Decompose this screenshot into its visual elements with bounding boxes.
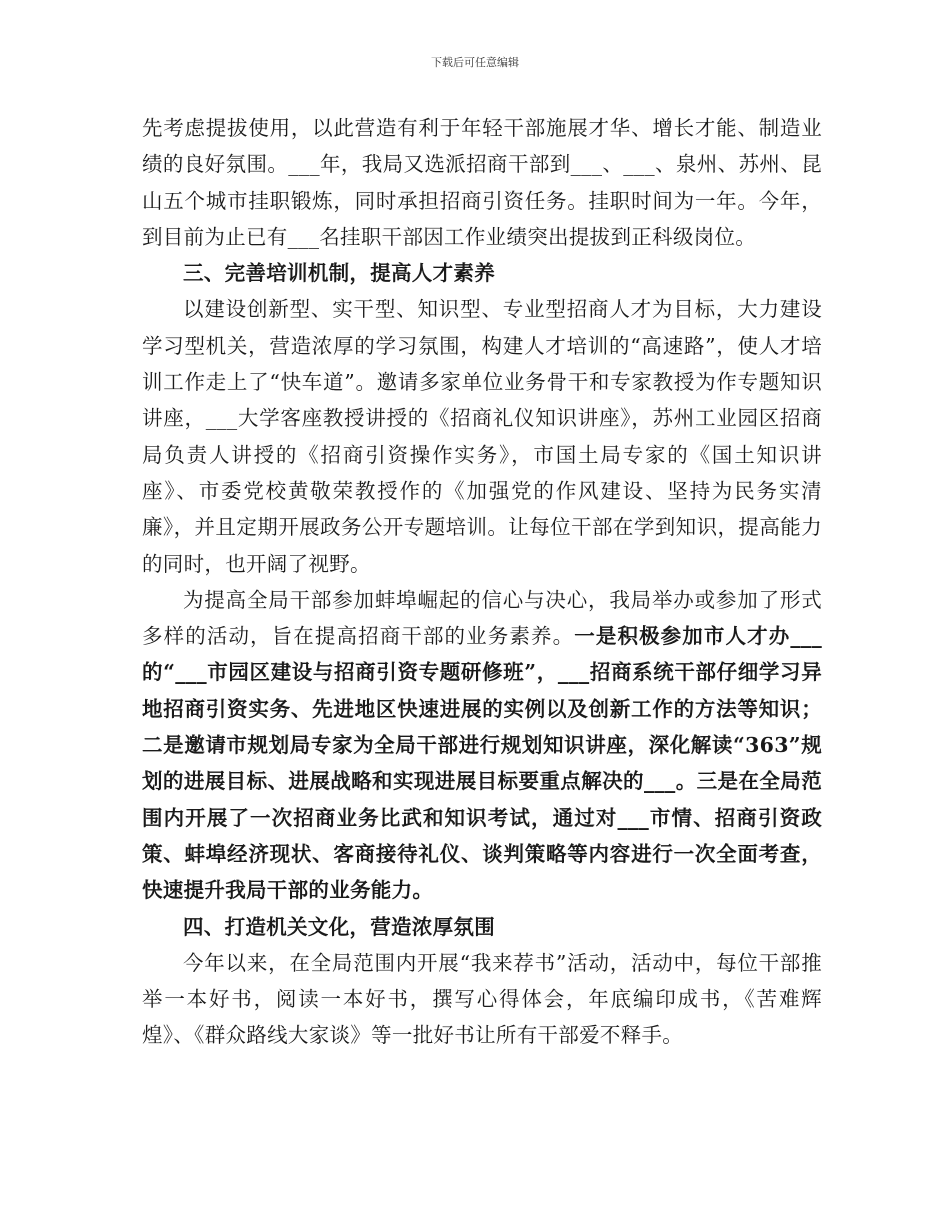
paragraph-activities-details: 一是积极参加市人才办___的“___市园区建设与招商引资专题研修班”，___招商系统干部仔细学习异地招商引资实务、先进地区快速进展的实例以及创新工作的方法等知识；二是邀请市规划局专家为全局干部进行规划知识讲座，深化解读“363”规划的进展目标、进展战略和实现进展目标要重点解决的___。三是在全局范围内开展了一次招商业务比武和知识考试，通过对___市情、招商引资政策、蚌埠经济现状、客商接待礼仪、谈判策略等内容进行一次全面考查，快速提升我局干部的业务能力。: [142, 624, 822, 903]
paragraph-cadre-promotion: 先考虑提拔使用，以此营造有利于年轻干部施展才华、增长才能、制造业绩的良好氛围。___年，我局又选派招商干部到___、___、泉州、苏州、昆山五个城市挂职锻炼，同时承担招商引资任务。挂职时间为一年。今年，到目前为止已有___名挂职干部因工作业绩突出提拔到正科级岗位。: [142, 116, 822, 249]
page-header: 下载后可任意编辑: [431, 56, 519, 69]
paragraph-training-lectures: 以建设创新型、实干型、知识型、专业型招商人才为目标，大力建设学习型机关，营造浓厚的学习氛围，构建人才培训的“高速路”，使人才培训工作走上了“快车道”。邀请多家单位业务骨干和专家教授为作专题知识讲座，___大学客座教授讲授的《招商礼仪知识讲座》，苏州工业园区招商局负责人讲授的《招商引资操作实务》，市国土局专家的《国土知识讲座》、市委党校黄敬荣教授作的《加强党的作风建设、坚持为民务实清廉》，并且定期开展政务公开专题培训。让每位干部在学到知识，提高能力的同时，也开阔了视野。: [142, 297, 822, 576]
paragraph-activities-intro: 为提高全局干部参加蚌埠崛起的信心与决心，我局举办或参加了形式多样的活动，旨在提高招商干部的业务素养。: [142, 587, 822, 649]
paragraph-book-recommendation: 今年以来，在全局范围内开展“我来荐书”活动，活动中，每位干部推举一本好书，阅读一本好书，撰写心得体会，年底编印成书，《苦难辉煌》、《群众路线大家谈》等一批好书让所有干部爱不释手。: [142, 950, 822, 1048]
section-heading-culture: 四、打造机关文化，营造浓厚氛围: [183, 914, 495, 939]
paragraph-activities: [142, 582, 822, 909]
section-heading-training: 三、完善培训机制，提高人才素养: [183, 261, 495, 286]
document-body: [142, 110, 822, 1054]
